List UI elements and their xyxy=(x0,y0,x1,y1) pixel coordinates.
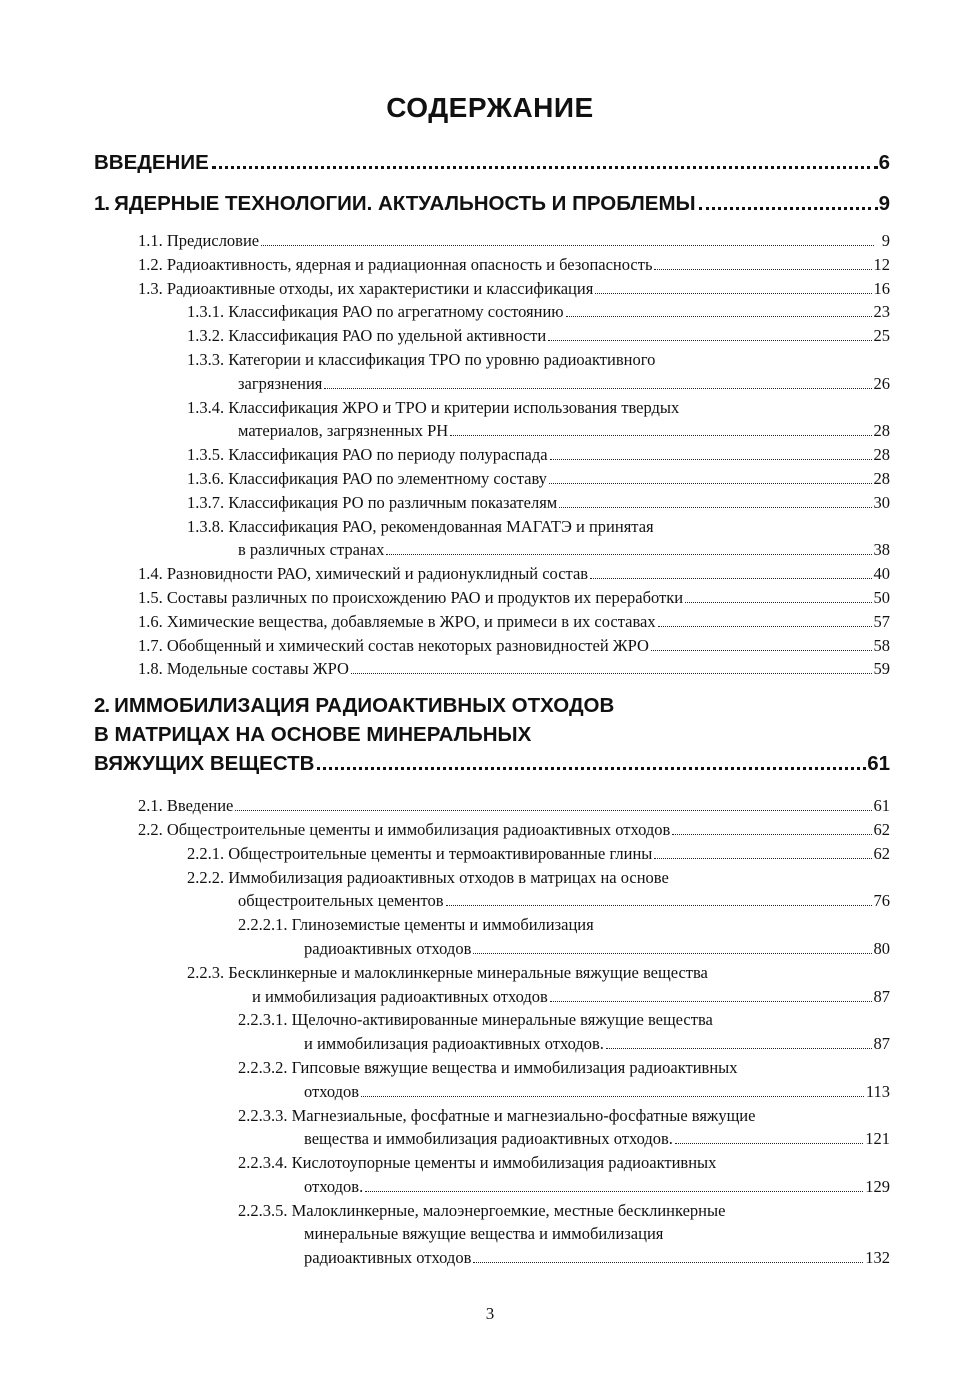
leader-dots xyxy=(212,166,878,169)
leader-dots xyxy=(550,1001,872,1002)
toc-entry-label: 1.7. Обобщенный и химический состав некоторых разновидностей ЖРО xyxy=(138,635,649,655)
toc-entry-label-cont: отходов. xyxy=(304,1176,364,1196)
toc-entry-label: 2.2.2.1. Глиноземистые цементы и иммобилизация xyxy=(238,915,594,935)
toc-entry-label: 2.2.3.4. Кислотоупорные цементы и иммобилизация радиоактивных xyxy=(238,1153,717,1173)
toc-page: 28 xyxy=(873,468,890,488)
toc-entry[interactable] xyxy=(94,1104,890,1152)
toc-page: 28 xyxy=(873,421,890,441)
toc-page: 129 xyxy=(865,1176,890,1196)
toc-page: 58 xyxy=(873,635,890,655)
toc-entry-label: 2.2.3.1. Щелочно-активированные минеральные вяжущие вещества xyxy=(238,1010,713,1030)
toc-entry-label: 1.3.4. Классификация ЖРО и ТРО и критерии использования твердых xyxy=(187,397,680,417)
toc-entry[interactable] xyxy=(94,396,890,444)
toc-entry[interactable] xyxy=(94,586,890,610)
toc-entry[interactable] xyxy=(94,1056,890,1104)
chapter-title-line2: В МАТРИЦАХ НА ОСНОВЕ МИНЕРАЛЬНЫХ xyxy=(94,723,532,747)
toc-entry-label-cont: и иммобилизация радиоактивных отходов. xyxy=(304,1034,604,1054)
leader-dots xyxy=(365,1191,863,1192)
leader-dots xyxy=(473,1262,863,1263)
leader-dots xyxy=(595,293,871,294)
leader-dots xyxy=(654,269,871,270)
toc-page: 113 xyxy=(865,1081,890,1101)
toc-entry-label: 1.2. Радиоактивность, ядерная и радиационная опасность и безопасность xyxy=(138,254,653,274)
chapter-title: ЯДЕРНЫЕ ТЕХНОЛОГИИ. АКТУАЛЬНОСТЬ И ПРОБЛЕМЫ xyxy=(114,192,696,215)
toc-page: 50 xyxy=(873,587,890,607)
toc-entry[interactable] xyxy=(94,348,890,396)
toc-page: 26 xyxy=(873,373,890,393)
chapter-number: 1. xyxy=(94,192,110,215)
toc-page: 28 xyxy=(873,445,890,465)
chapter-title-line3: ВЯЖУЩИХ ВЕЩЕСТВ xyxy=(94,752,315,776)
toc-entry-label-cont: материалов, загрязненных РН xyxy=(238,421,449,441)
toc-intro[interactable] xyxy=(94,148,890,177)
leader-dots xyxy=(361,1096,864,1097)
toc-entry-label: 2.1. Введение xyxy=(138,796,234,816)
leader-dots xyxy=(261,245,874,246)
toc-page: 30 xyxy=(873,492,890,512)
toc-entry-label: 1.3.2. Классификация РАО по удельной активности xyxy=(187,326,547,346)
leader-dots xyxy=(549,483,872,484)
toc-entry-label: 2.2.3. Бесклинкерные и малоклинкерные минеральные вяжущие вещества xyxy=(187,962,708,982)
leader-dots xyxy=(446,905,872,906)
toc-entry-label: 2.2.3.2. Гипсовые вяжущие вещества и иммобилизация радиоактивных xyxy=(238,1057,738,1077)
toc-page: 87 xyxy=(873,986,890,1006)
leader-dots xyxy=(566,316,872,317)
toc-entry[interactable] xyxy=(94,842,890,866)
toc-entry-label: 1.3.7. Классификация РО по различным показателям xyxy=(187,492,558,512)
toc-entry[interactable] xyxy=(94,1199,890,1270)
leader-dots xyxy=(559,507,871,508)
toc-entry-label: 1.3.8. Классификация РАО, рекомендованная МАГАТЭ и принятая xyxy=(187,516,654,536)
leader-dots xyxy=(685,602,871,603)
chapter-1-entries xyxy=(94,229,890,681)
toc-page: 76 xyxy=(873,891,890,911)
leader-dots xyxy=(658,626,872,627)
chapter-number: 2. xyxy=(94,694,110,718)
toc-entry-label: 2.2. Общестроительные цементы и иммобилизация радиоактивных отходов xyxy=(138,819,671,839)
toc-page: 62 xyxy=(873,819,890,839)
toc-entry-label: 1.4. Разновидности РАО, химический и радионуклидный состав xyxy=(138,564,589,584)
toc-entry-label: 1.6. Химические вещества, добавляемые в ЖРО, и примеси в их составах xyxy=(138,611,656,631)
toc-page: 57 xyxy=(873,611,890,631)
toc-page: 80 xyxy=(873,938,890,958)
toc-entry-label-cont: радиоактивных отходов xyxy=(304,1248,472,1268)
toc-chapter-1[interactable] xyxy=(94,189,890,218)
toc-entry-label-cont: общестроительных цементов xyxy=(238,891,444,911)
leader-dots xyxy=(550,459,872,460)
leader-dots xyxy=(351,673,872,674)
toc-page: 62 xyxy=(873,843,890,863)
toc-page: 87 xyxy=(873,1034,890,1054)
toc-entry-label: 1.1. Предисловие xyxy=(138,231,260,250)
leader-dots xyxy=(473,953,871,954)
toc-entry-label: 1.3.1. Классификация РАО по агрегатному состоянию xyxy=(187,302,564,322)
toc-entry-label: 1.3. Радиоактивные отходы, их характеристики и классификация xyxy=(138,278,594,298)
leader-dots xyxy=(606,1048,872,1049)
toc-entry[interactable] xyxy=(94,467,890,491)
toc-entry-label: 1.3.6. Классификация РАО по элементному составу xyxy=(187,468,547,488)
leader-dots xyxy=(590,578,871,579)
toc-entry-label-cont: в различных странах xyxy=(238,540,385,560)
toc-entry[interactable] xyxy=(94,324,890,348)
toc-page: 25 xyxy=(873,326,890,346)
toc-page: 121 xyxy=(865,1129,890,1149)
leader-dots xyxy=(386,554,871,555)
toc-entry[interactable] xyxy=(94,515,890,563)
toc-entry-label-cont: радиоактивных отходов xyxy=(304,938,472,958)
toc-entry[interactable] xyxy=(94,961,890,1009)
toc-entry-label: 2.2.2. Иммобилизация радиоактивных отходов в матрицах на основе xyxy=(187,867,669,887)
toc-page: 23 xyxy=(873,302,890,322)
toc-entry[interactable] xyxy=(94,253,890,277)
toc-page: 16 xyxy=(873,278,890,298)
toc-entry-label: 1.3.3. Категории и классификация ТРО по уровню радиоактивного xyxy=(187,349,656,369)
toc-entry[interactable] xyxy=(94,562,890,586)
toc-entry-label-cont: и иммобилизация радиоактивных отходов xyxy=(252,986,548,1006)
toc-page: 61 xyxy=(873,796,890,816)
toc-entry[interactable] xyxy=(94,794,890,818)
toc-entry[interactable] xyxy=(94,1151,890,1199)
toc-entry[interactable] xyxy=(94,913,890,961)
toc-page: 9 xyxy=(878,192,890,215)
toc-entry-label: 2.2.3.3. Магнезиальные, фосфатные и магнезиально-фосфатные вяжущие xyxy=(238,1105,756,1125)
toc-entry[interactable] xyxy=(94,300,890,324)
chapter-2-entries xyxy=(94,794,890,1270)
toc-entry-label-cont: минеральные вяжущие вещества и иммобилизация xyxy=(304,1224,664,1244)
toc-entry[interactable] xyxy=(94,229,890,253)
toc-chapter-2[interactable] xyxy=(94,691,890,778)
leader-dots xyxy=(235,810,871,811)
toc-entry-label: 2.2.1. Общестроительные цементы и термоактивированные глины xyxy=(187,843,653,863)
leader-dots xyxy=(672,834,871,835)
table-of-contents xyxy=(94,148,890,1270)
chapter-title-line1: ИММОБИЛИЗАЦИЯ РАДИОАКТИВНЫХ ОТХОДОВ xyxy=(114,694,615,718)
toc-entry-label-cont: загрязнения xyxy=(238,373,323,393)
toc-page: 38 xyxy=(873,540,890,560)
toc-entry[interactable] xyxy=(94,657,890,681)
leader-dots xyxy=(699,207,878,210)
toc-entry[interactable] xyxy=(94,443,890,467)
toc-entry[interactable] xyxy=(94,634,890,658)
toc-page: 12 xyxy=(873,254,890,274)
toc-page: 61 xyxy=(867,752,890,776)
leader-dots xyxy=(675,1143,863,1144)
toc-entry[interactable] xyxy=(94,1008,890,1056)
toc-entry[interactable] xyxy=(94,866,890,914)
toc-entry-label-cont: вещества и иммобилизация радиоактивных отходов. xyxy=(304,1129,673,1149)
page-title: СОДЕРЖАНИЕ xyxy=(386,92,594,123)
toc-entry[interactable] xyxy=(94,818,890,842)
toc-entry-label: 1.8. Модельные составы ЖРО xyxy=(138,659,349,679)
leader-dots xyxy=(651,650,872,651)
toc-page: 6 xyxy=(878,151,890,174)
leader-dots xyxy=(317,767,866,770)
toc-page: 40 xyxy=(873,564,890,584)
leader-dots xyxy=(450,435,871,436)
leader-dots xyxy=(324,388,871,389)
leader-dots xyxy=(654,858,871,859)
toc-intro-label: ВВЕДЕНИЕ xyxy=(94,151,209,174)
toc-entry-label-cont: отходов xyxy=(304,1081,360,1101)
toc-entry-label: 1.3.5. Классификация РАО по периоду полураспада xyxy=(187,445,548,465)
page-number: 3 xyxy=(485,1304,495,1323)
toc-entry[interactable] xyxy=(94,610,890,634)
toc-entry-label: 2.2.3.5. Малоклинкерные, малоэнергоемкие, местные бесклинкерные xyxy=(238,1200,726,1220)
leader-dots xyxy=(548,340,871,341)
toc-page: 9 xyxy=(881,231,890,250)
toc-page: 132 xyxy=(865,1248,890,1268)
toc-entry-label: 1.5. Составы различных по происхождению РАО и продуктов их переработки xyxy=(138,587,684,607)
toc-entry[interactable] xyxy=(94,277,890,301)
toc-entry[interactable] xyxy=(94,491,890,515)
toc-page: 59 xyxy=(873,659,890,679)
